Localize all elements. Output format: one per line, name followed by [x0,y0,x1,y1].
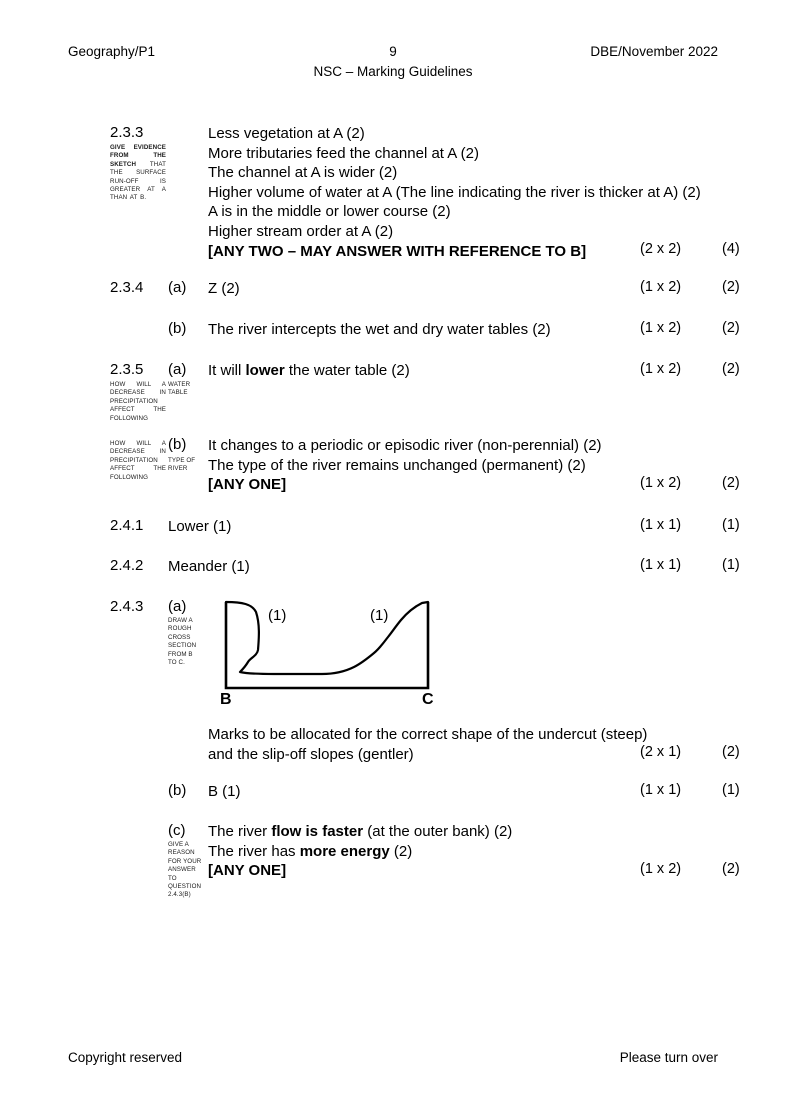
question-2-4-1 [0,517,786,535]
mark-2-4-3-c: (2) [722,861,740,877]
answer-list-2-3-5-b [208,436,678,495]
question-sub-2-3-4-b: (b) [168,320,187,337]
calc-2-4-2: (1 x 1) [640,557,682,573]
answer-line: A is in the middle or lower course (2) [208,203,451,221]
mark-2-3-5-a: (2) [722,361,740,377]
header-exam-body: DBE/November 2022 [590,44,718,59]
calc-2-3-4-b: (1 x 2) [640,320,682,336]
answer-2-4-3-b: B (1) [208,783,241,800]
mark-2-4-1: (1) [722,517,740,533]
footer-turn-over: Please turn over [619,1050,718,1065]
mark-2-3-5-b: (2) [722,475,740,491]
answer-2-4-1: Lower (1) [168,518,232,535]
prompt-tail-2-3-3: AT B. [129,194,147,202]
question-number-2-3-5: 2.3.5 [110,361,144,378]
answer-line [208,842,678,862]
question-sub-prompt-2-4-3-a: DRAW A ROUGH CROSS SECTION FROM B TO C. [168,617,197,667]
answer-note-2-4-3-c: [ANY ONE] [208,862,287,880]
question-number-2-4-1: 2.4.1 [110,517,144,534]
question-sub-2-3-4-a: (a) [168,279,187,296]
answer-line: and the slip-off slopes (gentler) [208,745,414,763]
answer-line: Marks to be allocated for the correct shape of the undercut (steep) [208,726,648,743]
question-number-2-3-4: 2.3.4 [110,279,144,296]
question-number-2-4-3: 2.4.3 [110,598,144,615]
header-row-2 [68,64,718,84]
calc-2-4-3-c: (1 x 2) [640,861,682,877]
mark-2-4-3-b: (1) [722,782,740,798]
diagram-mark-right: (1) [370,607,389,624]
diagram-label-b: B [220,691,232,706]
mark-2-4-2: (1) [722,557,740,573]
cross-section-diagram [212,598,442,711]
calc-2-4-3-a: (2 x 1) [640,744,682,760]
river-profile-line [226,602,428,674]
answer-list-2-4-3-c [208,822,678,881]
question-prompt-2-3-5-b: HOW WILL A DECREASE IN PRECIPITATION AFFECT THE FOLLOWING [110,440,166,481]
answer-line: Higher volume of water at A (The line indicating the river is thicker at A) (2) [208,183,701,201]
question-sub-2-4-3-a: (a) [168,598,187,615]
diagram-label-c: C [422,691,434,706]
answer-prefix: The river [208,823,272,840]
question-sub-2-3-5-a: (a) [168,361,187,378]
question-2-3-5-b [0,436,786,494]
page-header [68,44,718,84]
question-2-4-3-b [0,782,786,800]
answer-line: The type of the river remains unchanged (permanent) (2) [208,456,586,474]
answer-suffix: (2) [389,842,413,860]
diagram-mark-left: (1) [268,607,287,624]
answer-line: The channel at A is wider (2) [208,164,398,182]
answer-note-2-3-3: [ANY TWO – MAY ANSWER WITH REFERENCE TO B] [208,242,587,260]
calc-2-4-3-b: (1 x 1) [640,782,682,798]
question-sub-prompt-2-4-3-c: GIVE A REASON FOR YOUR ANSWER TO QUESTION 2.4.3(B) [168,841,202,899]
header-row-1 [68,44,718,64]
answer-line [208,822,678,842]
question-2-3-3 [0,124,786,260]
question-2-3-4-b [0,320,786,338]
mark-2-3-4-a: (2) [722,279,740,295]
answer-2-3-5-a [208,361,618,381]
answer-line: It changes to a periodic or episodic river (non-perennial) (2) [208,437,602,454]
answers-content [0,124,786,899]
mark-2-4-3-a: (2) [722,744,740,760]
answer-2-4-3-a [208,725,678,764]
mark-2-3-3: (4) [722,241,740,257]
answer-prefix: The river has [208,842,300,860]
footer-copyright: Copyright reserved [68,1050,183,1065]
question-2-4-3-a [0,598,786,763]
answer-line: More tributaries feed the channel at A (2) [208,144,479,162]
prompt-bold-2-3-3: GIVE EVIDENCE FROM THE SKETCH [110,144,166,168]
answer-2-3-4-a: Z (2) [208,280,240,297]
answer-2-3-4-b: The river intercepts the wet and dry water tables (2) [208,321,551,338]
header-subject: Geography/P1 [68,44,156,59]
mark-2-3-4-b: (2) [722,320,740,336]
question-prompt-2-3-5-a: HOW WILL A DECREASE IN PRECIPITATION AFFECT THE FOLLOWING [110,381,166,422]
cross-section-svg [212,598,442,706]
question-sub-prompt-2-3-5-a: WATER TABLE [168,381,191,397]
calc-2-4-1: (1 x 1) [640,517,682,533]
prompt-rest-2-3-3: THAT THE SURFACE RUN-OFF IS GREATER AT A THAN [110,160,166,202]
header-document-type: NSC – Marking Guidelines [313,64,473,79]
question-2-4-3-c [0,822,786,899]
header-page-number: 9 [389,44,397,59]
question-prompt-2-3-3 [110,144,166,203]
calc-2-3-5-b: (1 x 2) [640,475,682,491]
calc-2-3-3: (2 x 2) [640,241,682,257]
answer-list-2-3-3 [208,124,701,261]
question-2-4-2 [0,557,786,575]
question-sub-2-4-3-c: (c) [168,822,186,839]
calc-2-3-4-a: (1 x 2) [640,279,682,295]
answer-line: Less vegetation at A (2) [208,125,365,142]
answer-emphasis: lower [245,362,285,379]
answer-line: Higher stream order at A (2) [208,222,394,240]
answer-prefix: It will [208,362,246,379]
answer-note-2-3-5-b: [ANY ONE] [208,476,287,494]
question-sub-prompt-2-3-5-b: TYPE OF RIVER [168,457,196,473]
question-2-3-5-a [0,361,786,422]
answer-suffix: (at the outer bank) (2) [363,823,513,840]
answer-emphasis: flow is faster [271,823,364,840]
question-number-2-3-3: 2.3.3 [110,124,144,141]
question-number-2-4-2: 2.4.2 [110,557,144,574]
question-sub-2-4-3-b: (b) [168,782,187,799]
answer-emphasis: more energy [299,842,390,860]
answer-2-4-2: Meander (1) [168,558,250,575]
question-2-3-4-a [0,279,786,297]
answer-suffix: the water table (2) [284,362,410,379]
calc-2-3-5-a: (1 x 2) [640,361,682,377]
question-sub-2-3-5-b: (b) [168,436,187,453]
